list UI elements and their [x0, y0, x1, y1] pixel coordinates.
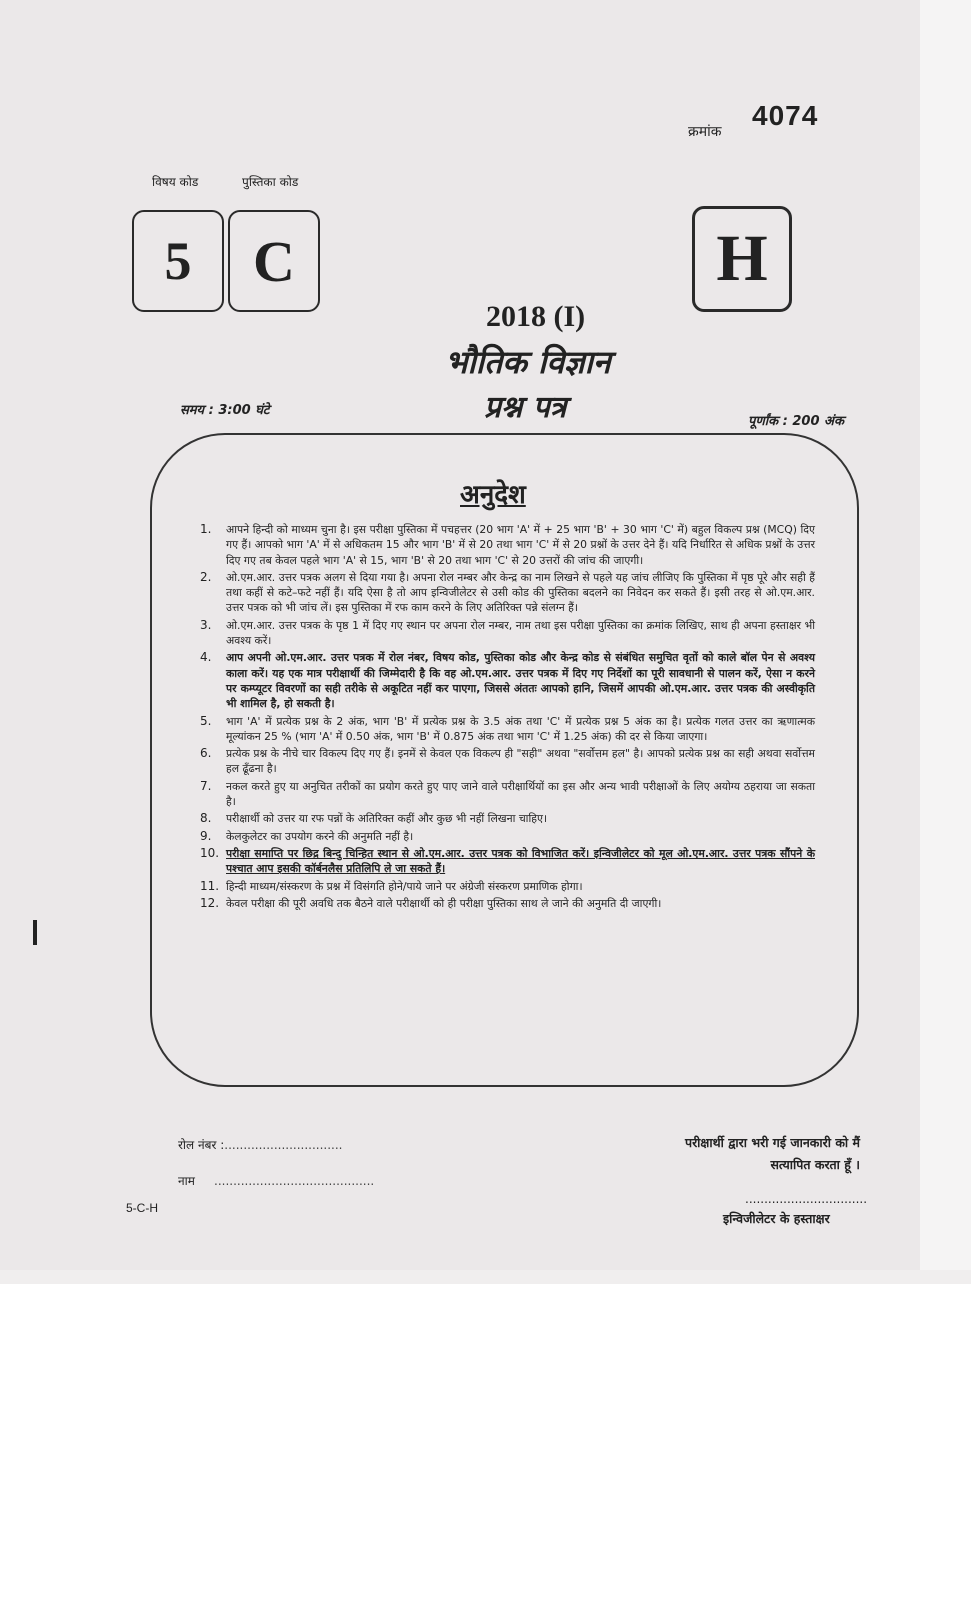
name-blank: .......................................... [214, 1174, 375, 1188]
serial-number: 4074 [752, 100, 819, 131]
instruction-item [200, 846, 815, 877]
instruction-text: केलकुलेटर का उपयोग करने की अनुमति नहीं है। [226, 829, 414, 843]
invigilator-signature-label: इन्विजीलेटर के हस्ताक्षर [723, 1211, 830, 1226]
instruction-number: 3. [200, 617, 212, 632]
instruction-item [200, 811, 815, 826]
subject-code-box [132, 210, 224, 312]
instruction-item [200, 779, 815, 810]
roll-number-blank: ............................... [224, 1138, 343, 1152]
instruction-item [200, 829, 815, 844]
instruction-number: 5. [200, 713, 212, 728]
instruction-text: ओ.एम.आर. उत्तर पत्रक अलग से दिया गया है। अपना रोल नम्बर और केन्द्र का नाम लिखने से पहले यह जांच लीजिए कि पुस्तिका में पृष्ठ पूरे और सही हैं तथा कहीं से कटे–फटे नहीं हैं। यदि ऐसा है तो आप इन्विजीलेटर से उसी कोड की पुस्तिका बदलने का निवेदन कर सकते हैं। इसी तरह से ओ.एम.आर. उत्तर पत्रक को भी जांच लें। इस पुस्तिका में रफ काम करने के लिए अतिरिक्त पन्ने संलग्न हैं। [226, 570, 815, 615]
subject-code: 5 [164, 231, 192, 291]
roll-number-field [178, 1136, 343, 1153]
instruction-text: आपने हिन्दी को माध्यम चुना है। इस परीक्षा पुस्तिका में पचहत्तर (20 भाग 'A' में + 25 भाग 'B' + 30 भाग 'C' में) बहुल विकल्प प्रश्न (MCQ) दिए गए हैं। आपको भाग 'A' में से अधिकतम 15 और भाग 'B' में से 20 तथा भाग 'C' में से 20 प्रश्नों के उत्तर देने हैं। यदि निर्धारित से अधिक प्रश्नों के उत्तर दिए गए तब केवल पहले भाग 'A' से 15, भाग 'B' से 20 तथा भाग 'C' से 20 उत्तरों की जांच की जाएगी। [226, 523, 815, 567]
instruction-item [200, 570, 815, 616]
instruction-number: 2. [200, 569, 212, 584]
instruction-number: 1. [200, 522, 212, 536]
instruction-number: 7. [200, 778, 212, 793]
time-allowed: समय : 3:00 घंटे [180, 403, 270, 418]
instruction-text: परीक्षा समाप्ति पर छिद्र बिन्दु चिन्हित स्थान से ओ.एम.आर. उत्तर पत्रक को विभाजित करें। इन्विजीलेटर को मूल ओ.एम.आर. उत्तर पत्रक सौंपने के पश्चात आप इसकी कॉर्बनलैस प्रतिलिपि ले जा सकते हैं। [226, 846, 815, 876]
set-code: H [716, 222, 768, 295]
instruction-text: केवल परीक्षा की पूरी अवधि तक बैठने वाले परीक्षार्थी को ही परीक्षा पुस्तिका साथ ले जाने की अनुमति दी जाएगी। [226, 896, 662, 910]
instruction-number: 8. [200, 811, 212, 826]
instruction-number: 11. [200, 878, 220, 893]
verification-line-2: सत्यापित करता हूँ । [770, 1157, 860, 1172]
instruction-text: नकल करते हुए या अनुचित तरीकों का प्रयोग करते हुए पाए जाने वाले परीक्षार्थियों का इस और अन्य भावी परीक्षाओं के लिए अयोग्य ठहराया जा सकता है। [226, 779, 815, 809]
subject-title: भौतिक विज्ञान [445, 343, 611, 381]
paper-title: प्रश्न पत्र [484, 390, 567, 425]
instruction-item [200, 896, 815, 911]
instruction-text: भाग 'A' में प्रत्येक प्रश्न के 2 अंक, भाग 'B' में प्रत्येक प्रश्न के 3.5 अंक तथा 'C' में प्रत्येक प्रश्न 5 अंक का है। प्रत्येक गलत उत्तर का ऋणात्मक मूल्यांकन 25 % (भाग 'A' में 0.50 अंक, भाग 'B' में 0.875 अंक तथा भाग 'C' में 1.25 अंक) की दर से किया जाएगा। [226, 714, 815, 743]
instruction-number: 9. [200, 828, 212, 843]
set-code-box [692, 206, 792, 312]
signature-blank: ................................ [745, 1192, 868, 1206]
max-marks: पूर्णांक : 200 अंक [748, 414, 844, 429]
roll-number-label: रोल नंबर : [178, 1138, 225, 1152]
instruction-text: प्रत्येक प्रश्न के नीचे चार विकल्प दिए गए हैं। इनमें से केवल एक विकल्प ही "सही" अथवा "सर्वोत्तम हल" है। आपको प्रत्येक प्रश्न का सही अथवा सर्वोत्तम हल ढूँढना है। [226, 747, 815, 776]
scan-margin [920, 0, 971, 1282]
serial-label: क्रमांक [688, 124, 722, 140]
instruction-number: 6. [200, 746, 212, 761]
instruction-item [200, 714, 815, 745]
subject-code-label: विषय कोड [152, 175, 199, 189]
instructions-list [200, 522, 815, 913]
instruction-text: ओ.एम.आर. उत्तर पत्रक के पृष्ठ 1 में दिए गए स्थान पर अपना रोल नम्बर, नाम तथा इस परीक्षा पुस्तिका का क्रमांक लिखिए, साथ ही अपना हस्ताक्षर भी अवश्य करें। [226, 618, 815, 648]
instructions-title: अनुदेश [460, 480, 526, 510]
instruction-item [200, 618, 815, 649]
instruction-item [200, 522, 815, 568]
instruction-text: आप अपनी ओ.एम.आर. उत्तर पत्रक में रोल नंबर, विषय कोड, पुस्तिका कोड और केन्द्र कोड से संबंधित समुचित वृतों को काले बॉल पेन से अवश्य काला करें। यह एक मात्र परीक्षार्थी की जिम्मेदारी है कि वह ओ.एम.आर. उत्तर पत्रक में दिए गए निर्देशों का पूरी सावधानी से पालन करें, ऐसा न करने पर कम्प्यूटर विवरणों का सही तरीके से अकूटित नहीं कर पाएगा, जिससे अंततः आपको हानि, जिसमें आपकी ओ.एम.आर. उत्तर पत्रक की अस्वीकृति भी शामिल है, हो सकती है। [226, 651, 815, 711]
scan-edge [0, 1270, 971, 1284]
booklet-code-box [228, 210, 320, 312]
booklet-footer-code: 5-C-H [126, 1201, 158, 1215]
instruction-number: 12. [200, 895, 220, 910]
booklet-code: C [253, 228, 295, 294]
name-field [178, 1172, 374, 1189]
name-label: नाम [178, 1174, 195, 1188]
instruction-item [200, 650, 815, 711]
instruction-text: हिन्दी माध्यम/संस्करण के प्रश्न में विसंगति होने/पाये जाने पर अंग्रेजी संस्करण प्रमाणिक होगा। [226, 879, 583, 893]
instruction-number: 10. [200, 845, 220, 860]
instruction-number: 4. [200, 650, 212, 665]
instruction-item [200, 879, 815, 894]
scan-mark [33, 920, 37, 945]
verification-statement [620, 1132, 860, 1176]
instruction-item [200, 746, 815, 777]
instruction-text: परीक्षार्थी को उत्तर या रफ पन्नों के अतिरिक्त कहीं और कुछ भी नहीं लिखना चाहिए। [226, 812, 548, 826]
exam-year: 2018 (I) [486, 300, 586, 333]
verification-line-1: परीक्षार्थी द्वारा भरी गई जानकारी को मैं [684, 1135, 860, 1150]
booklet-code-label: पुस्तिका कोड [242, 175, 299, 189]
